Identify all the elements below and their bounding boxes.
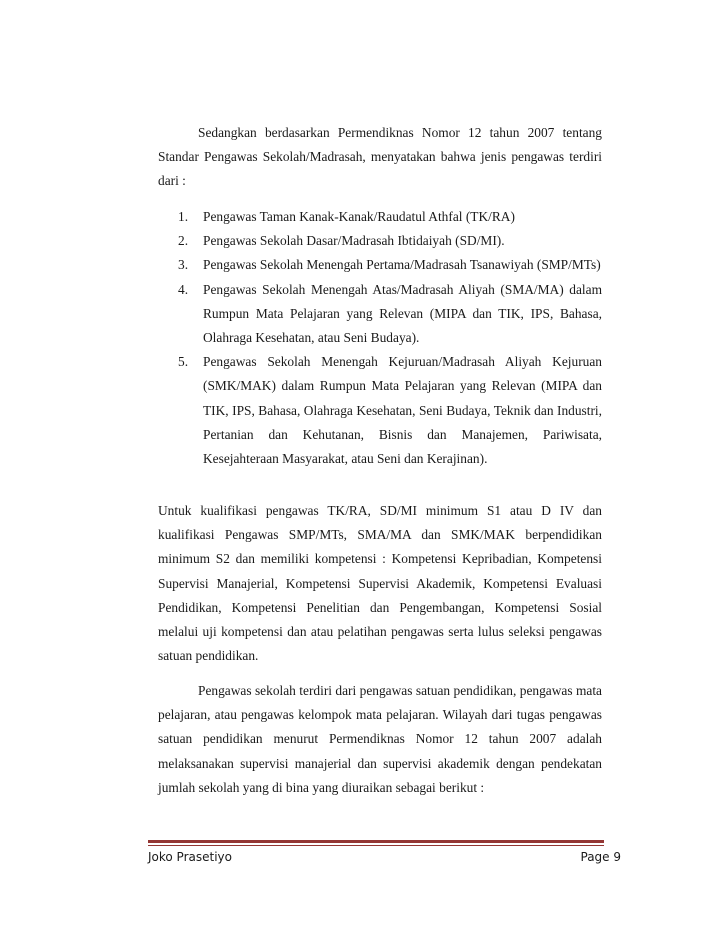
list-item-number: 5. [178,354,189,370]
list-item-number: 4. [178,281,189,297]
list-item-text: Pengawas Sekolah Menengah Kejuruan/Madrasah Aliyah Kejuruan (SMK/MAK) dalam Rumpun Mata Pelajaran yang Relevan (MIPA dan TIK, IPS, Bahasa, Olahraga Kesehatan, Seni Budaya, Teknik dan Industri, Pertanian dan Kehutanan, Bisnis dan Manajemen, Pariwisata, Kesejahteraan Masyarakat, atau Seni dan Kerajinan). [203,354,602,467]
list-item-number: 2. [178,233,189,249]
footer-page-number: Page 9 [580,850,621,864]
list-item [158,205,602,229]
list-item-number: 1. [178,209,189,224]
list-item-text: Pengawas Taman Kanak-Kanak/Raudatul Athfal (TK/RA) [203,209,515,224]
list-item [158,253,602,277]
list-item-text: Pengawas Sekolah Menengah Atas/Madrasah Aliyah (SMA/MA) dalam Rumpun Mata Pelajaran yang Relevan (MIPA dan TIK, IPS, Bahasa, Olahraga Kesehatan, atau Seni Budaya). [203,281,602,346]
intro-paragraph: Sedangkan berdasarkan Permendiknas Nomor 12 tahun 2007 tentang Standar Pengawas Sekolah/Madrasah, menyatakan bahwa jenis pengawas terdiri dari : [158,125,602,189]
footer-rule-thin [148,845,604,846]
qualification-paragraph: Untuk kualifikasi pengawas TK/RA, SD/MI minimum S1 atau D IV dan kualifikasi Pengawas SMP/MTs, SMA/MA dan SMK/MAK berpendidikan minimum S2 dan memiliki kompetensi : Kompetensi Kepribadian, Kompetensi Supervisi Manajerial, Kompetensi Supervisi Akademik, Kompetensi Evaluasi Pendidikan, Kompetensi Penelitian dan Pengembangan, Kompetensi Sosial melalui uji kompetensi dan atau pelatihan pengawas serta lulus seleksi pengawas satuan pendidikan. [158,503,602,664]
closing-paragraph: Pengawas sekolah terdiri dari pengawas satuan pendidikan, pengawas mata pelajaran, atau pengawas kelompok mata pelajaran. Wilayah dari tugas pengawas satuan pendidikan menurut Permendiknas Nomor 12 tahun 2007 adalah melaksanakan supervisi manajerial dan supervisi akademik dengan pendekatan jumlah sekolah yang di bina yang diuraikan sebagai berikut : [158,683,602,795]
footer-author: Joko Prasetiyo [148,850,232,864]
footer-rule [148,840,604,843]
list-item [158,350,602,471]
supervisor-types-list [158,205,602,471]
list-item-number: 3. [178,257,189,273]
list-item-text: Pengawas Sekolah Menengah Pertama/Madrasah Tsanawiyah (SMP/MTs) [203,257,601,273]
list-item [158,229,602,253]
list-item [158,278,602,351]
list-item-text: Pengawas Sekolah Dasar/Madrasah Ibtidaiyah (SD/MI). [203,233,505,249]
